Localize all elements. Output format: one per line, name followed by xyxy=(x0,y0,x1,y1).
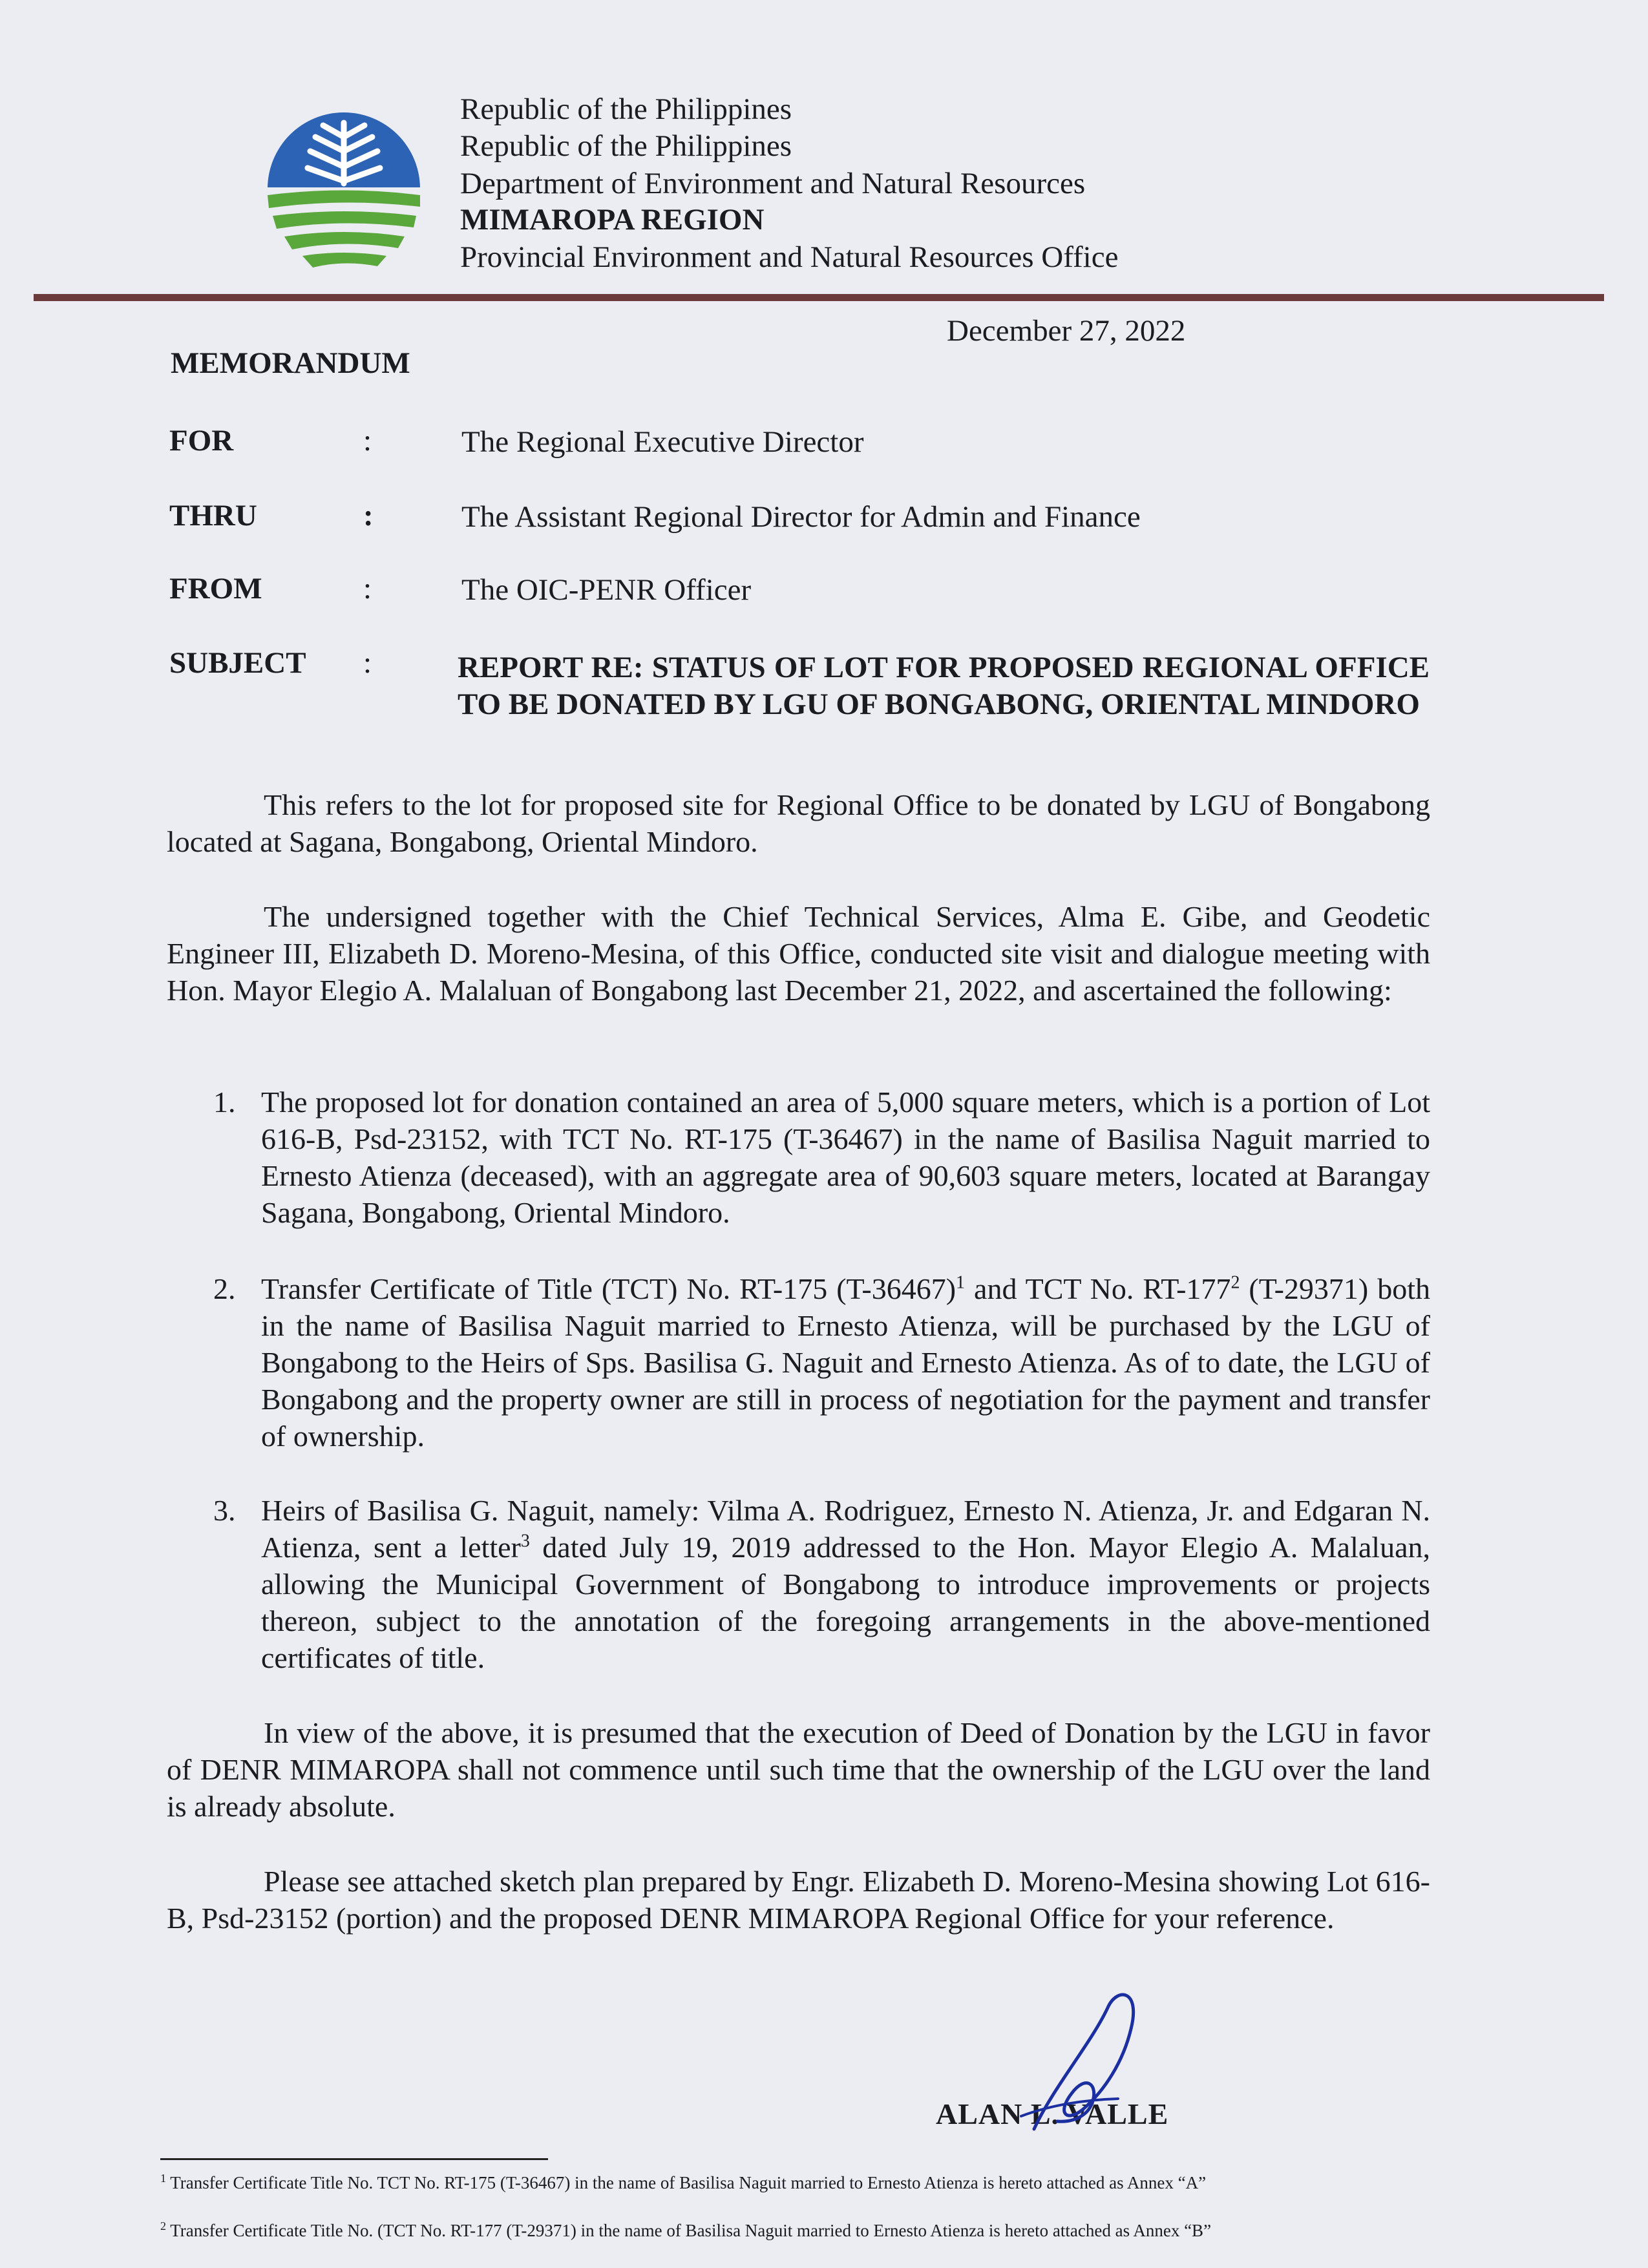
paragraph-3-text: In view of the above, it is presumed that the execution of Deed of Donation by the LGU in favor of DENR MIMAROPA shall not commence until such time that the ownership of the LGU over the land is already absolute. xyxy=(167,1716,1430,1823)
header-office: Provincial Environment and Natural Resources Office xyxy=(460,240,1119,274)
paragraph-2 xyxy=(167,898,1430,1009)
for-colon: : xyxy=(363,424,372,457)
paragraph-4-text: Please see attached sketch plan prepared by Engr. Elizabeth D. Moreno-Mesina showing Lot 616-B, Psd-23152 (portion) and the proposed DENR MIMAROPA Regional Office for your reference. xyxy=(167,1865,1430,1935)
list-item-text: The proposed lot for donation contained an area of 5,000 square meters, which is a portion of Lot 616-B, Psd-23152, with TCT No. RT-175 (T-36467) in the name of Basilisa Naguit married to Ernesto Atienza (deceased), with an aggregate area of 90,603 square meters, located at Barangay Sagana, Bongabong, Oriental Mindoro. xyxy=(261,1086,1430,1229)
list-item-text: Heirs of Basilisa G. Naguit, namely: Vilma A. Rodriguez, Ernesto N. Atienza, Jr. and Edgaran N. Atienza, sent a letter$^3$ dated July 19, 2019 addressed to the Hon. Mayor Elegio A. Malaluan, allowing the Municipal Government of Bongabong to introduce improvements or projects thereon, subject to the annotation of the foregoing arrangements in the above-mentioned certificates of title. xyxy=(261,1494,1430,1674)
from-colon: : xyxy=(363,572,372,605)
for-label: FOR xyxy=(169,424,234,457)
footnote-ref-2: 2 xyxy=(1231,1272,1240,1293)
list-item-2 xyxy=(167,1270,1430,1454)
footnote-number: 1 xyxy=(160,2172,166,2185)
footnote-text: Transfer Certificate Title No. (TCT No. RT-177 (T-29371) in the name of Basilisa Naguit married to Ernesto Atienza is hereto attached as Annex “B” xyxy=(170,2221,1212,2240)
thru-value: The Assistant Regional Director for Admin and Finance xyxy=(461,500,1141,534)
paragraph-2-text: The undersigned together with the Chief Technical Services, Alma E. Gibe, and Geodetic Engineer III, Elizabeth D. Moreno-Mesina, of this Office, conducted site visit and dialogue meeting with Hon. Mayor Elegio A. Malaluan of Bongabong last December 21, 2022, and ascertained the following: xyxy=(167,900,1430,1007)
footnote-text: Transfer Certificate Title No. TCT No. RT-175 (T-36467) in the name of Basilisa Naguit married to Ernesto Atienza is hereto attached as Annex “A” xyxy=(170,2173,1207,2192)
subject-colon: : xyxy=(363,646,372,680)
footnote-ref-3: 3 xyxy=(520,1531,530,1551)
paragraph-4 xyxy=(167,1863,1430,1937)
list-item-text: Transfer Certificate of Title (TCT) No. RT-175 $(T-36467)^1$ and TCT No. $RT-177^2$ (T-29371) both in the name of Basilisa Naguit married to Ernesto Atienza, will be purchased by the LGU of Bongabong to the Heirs of Sps. Basilisa G. Naguit and Ernesto Atienza. As of to date, the LGU of Bongabong and the property owner are still in process of negotiation for the payment and transfer of ownership. xyxy=(261,1272,1431,1453)
header-line-1: Republic of the Philippines xyxy=(460,92,792,126)
header-department: Department of Environment and Natural Resources xyxy=(460,167,1086,200)
list-item-number: 3. xyxy=(213,1494,236,1527)
footnote-1 xyxy=(160,2172,1401,2194)
header-region: MIMAROPA REGION xyxy=(460,203,765,236)
memo-date: December 27, 2022 xyxy=(947,314,1186,348)
paragraph-1-text: This refers to the lot for proposed site for Regional Office to be donated by LGU of Bongabong located at Sagana, Bongabong, Oriental Mindoro. xyxy=(167,788,1430,858)
list-item-number: 1. xyxy=(213,1086,236,1118)
footnote-ref-1: 1 xyxy=(956,1272,966,1293)
thru-colon: : xyxy=(363,499,374,532)
list-item-3 xyxy=(167,1492,1430,1676)
header-line-2: Republic of the Philippines xyxy=(460,129,792,163)
memo-title: MEMORANDUM xyxy=(171,346,410,380)
handwritten-signature xyxy=(995,1984,1157,2132)
subject-label: SUBJECT xyxy=(169,646,306,680)
denr-logo xyxy=(259,111,430,273)
list-item-1 xyxy=(167,1084,1430,1231)
signatory-name: ALAN L. VALLE xyxy=(936,2097,1169,2130)
footnote-divider xyxy=(160,2158,548,2160)
subject-value: REPORT RE: STATUS OF LOT FOR PROPOSED REGIONAL OFFICE TO BE DONATED BY LGU OF BONGABONG, ORIENTAL MINDORO xyxy=(458,651,1430,721)
paragraph-3 xyxy=(167,1714,1430,1825)
from-label: FROM xyxy=(169,572,262,605)
header-divider xyxy=(34,294,1604,301)
for-value: The Regional Executive Director xyxy=(461,425,864,459)
paragraph-1 xyxy=(167,786,1430,860)
thru-label: THRU xyxy=(169,499,257,532)
footnote-2 xyxy=(160,2220,1401,2242)
from-value: The OIC-PENR Officer xyxy=(461,573,752,607)
footnote-number: 2 xyxy=(160,2220,166,2232)
list-item-number: 2. xyxy=(213,1272,236,1305)
